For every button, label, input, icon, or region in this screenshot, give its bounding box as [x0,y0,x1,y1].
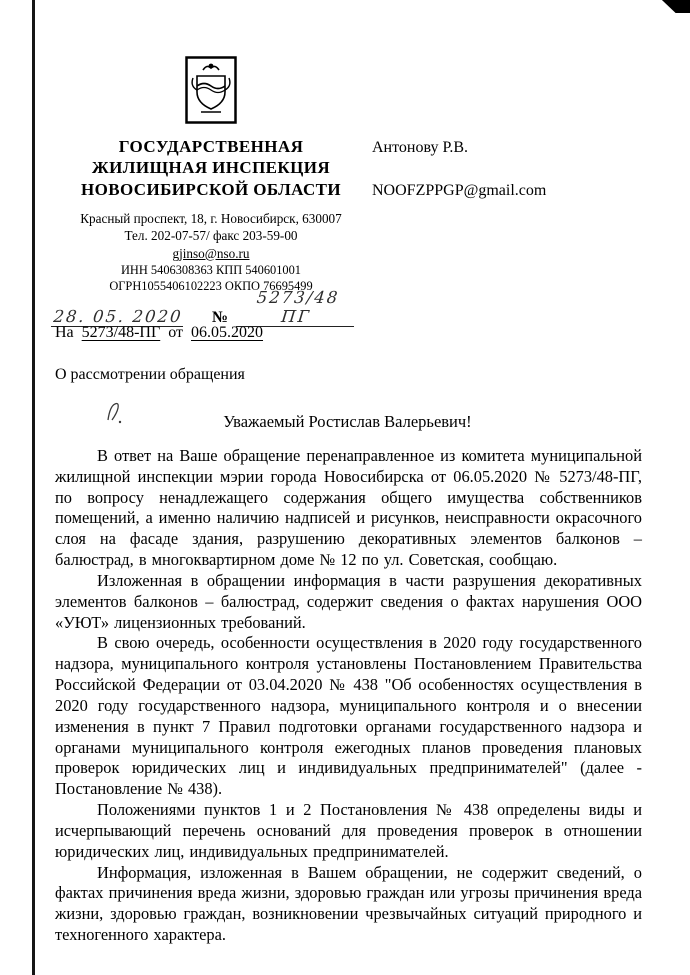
number-sign: № [212,309,229,326]
reply-date: 06.05.2020 [191,324,264,341]
letter-body [55,446,642,946]
scan-artifact-left-line [32,0,35,975]
outgoing-number-handwritten: 5273/48 ПГ [236,288,358,327]
org-ogrn-okpo: ОГРН1055406102223 ОКПО 76695499 [109,279,313,294]
addressee-name: Антонову Р.В. [372,139,469,156]
org-name-line2: ЖИЛИЩНАЯ ИНСПЕКЦИЯ [91,158,331,178]
paragraph-5: Информация, изложенная в Вашем обращении, не содержит сведений, о фактах причинения вреда жизни, здоровью граждан или угрозы причинения вреда жизни, здоровью граждан, возникновении чрезвычайных ситуаций природного и техногенного характера. [55,862,642,945]
paragraph-2: Изложенная в обращении информация в части разрушения декоративных элементов балконов – балюстрад, содержит сведения о фактах нарушения ООО «УЮТ» лицензионных требований. [55,570,642,632]
subject-line: О рассмотрении обращения [55,366,245,383]
org-name-line1: ГОСУДАРСТВЕННАЯ [118,137,304,156]
salutation: Уважаемый Ростислав Валерьевич! [223,412,472,431]
reply-prefix: На [55,324,74,341]
paragraph-1: В ответ на Ваше обращение перенаправленное из комитета муниципальной жилищной инспекции мэрии города Новосибирска от 06.05.2020 № 5273/48-ПГ, по вопросу ненадлежащего содержания общего имущества собственников помещений, а именно наличию надписей и рисунков, неисправности окрасочного слоя на фасаде здания, разрушению декоративных элементов балконов – балюстрад, в многоквартирном доме № 12 по ул. Советская, сообщаю. [55,446,642,570]
org-name-line3: НОВОСИБИРСКОЙ ОБЛАСТИ [80,179,342,199]
paragraph-4: Положениями пунктов 1 и 2 Постановления № 438 определены виды и исчерпывающий перечень оснований для проведения проверок в отношении юридических лиц, индивидуальных предпринимателей. [55,800,642,861]
org-inn-kpp: ИНН 5406308363 КПП 540601001 [120,263,301,278]
org-name [55,136,367,200]
scan-artifact-corner-mark [654,0,690,13]
paragraph-3: В свою очередь, особенности осуществления в 2020 году государственного надзора, муниципального контроля установлены Постановлением Правительства Российской Федерации от 03.04.2020 № 438 "Об особенностях осуществления в 2020 году государственного надзора, муниципального контроля и о внесении изменения в пункт 7 Правил подготовки органами государственного надзора и органами муниципального контроля ежегодных планов проведения плановых проверок юридических лиц и индивидуальных предпринимателей" (далее - Постановление № 438). [55,633,642,799]
org-phone: Тел. 202-07-57/ факс 203-59-00 [124,228,298,244]
addressee-block [372,138,546,200]
outgoing-reference-line [52,288,356,327]
letterhead [55,56,367,295]
org-address: Красный проспект, 18, г. Новосибирск, 630007 [80,210,342,226]
reply-number: 5273/48-ПГ [81,324,161,341]
org-contact-block [55,210,367,295]
reply-from-label: от [168,324,184,341]
outgoing-date-handwritten: 28. 05. 2020 [52,307,184,326]
coat-of-arms-icon [185,56,237,124]
org-email: gjinso@nso.ru [172,245,250,261]
incoming-reference-line [55,324,267,342]
addressee-email: NOOFZPPGP@gmail.com [372,182,547,200]
